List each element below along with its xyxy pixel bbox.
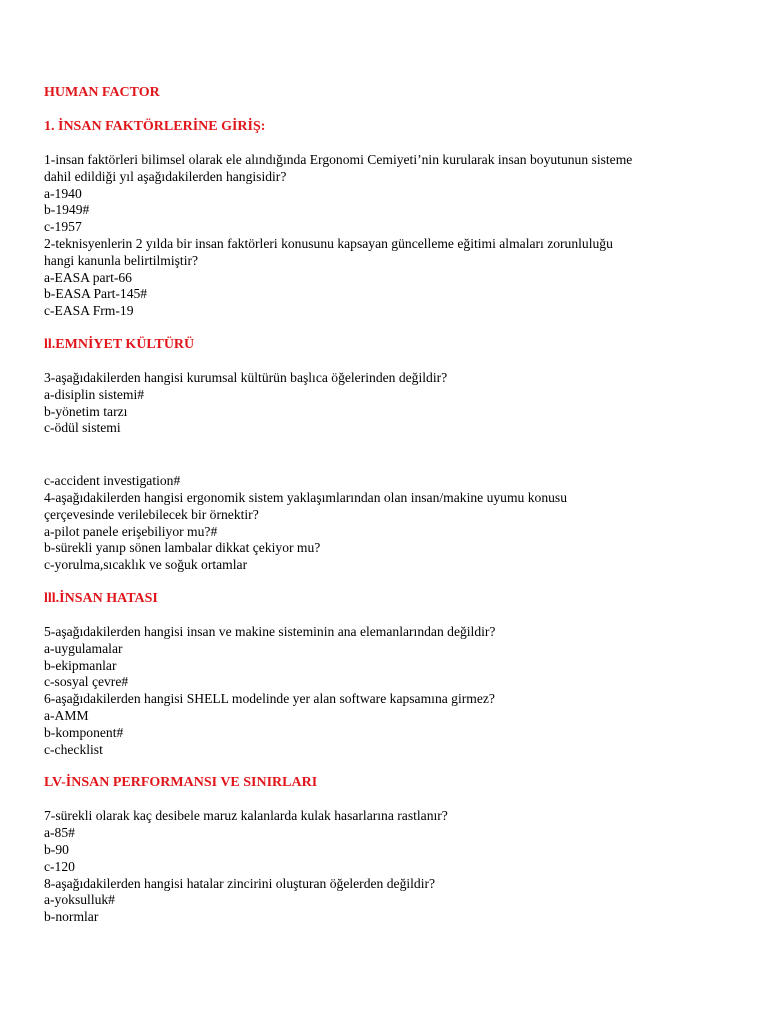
- question-1-line-2: dahil edildiği yıl aşağıdakilerden hangisidir?: [44, 168, 287, 184]
- answer-option: c-120: [44, 858, 75, 874]
- answer-option: a-yoksulluk#: [44, 892, 115, 908]
- answer-option: b-ekipmanlar: [44, 657, 117, 673]
- section-2-body: [44, 370, 724, 437]
- answer-option: a-1940: [44, 185, 82, 201]
- section-heading-3: lll.İNSAN HATASI: [44, 590, 158, 606]
- answer-option: c-1957: [44, 219, 82, 235]
- question-8-line: 8-aşağıdakilerden hangisi hatalar zincirini oluşturan öğelerden değildir?: [44, 875, 436, 891]
- section-3-body: [44, 624, 724, 758]
- section-heading-4: LV-İNSAN PERFORMANSI VE SINIRLARI: [44, 775, 318, 791]
- answer-option: a-85#: [44, 825, 75, 841]
- document-title: HUMAN FACTOR: [44, 85, 160, 100]
- section-heading-1: 1. İNSAN FAKTÖRLERİNE GİRİŞ:: [44, 119, 266, 134]
- section-heading-2: ll.EMNİYET KÜLTÜRÜ: [44, 336, 195, 352]
- question-1-line-1: 1-insan faktörleri bilimsel olarak ele alındığında Ergonomi Cemiyeti’nin kurularak insan boyutunun sisteme: [44, 152, 633, 167]
- answer-option: a-disiplin sistemi#: [44, 386, 145, 402]
- question-7-line: 7-sürekli olarak kaç desibele maruz kalanlarda kulak hasarlarına rastlanır?: [44, 808, 448, 824]
- question-2-line-2: hangi kanunla belirtilmiştir?: [44, 252, 199, 268]
- answer-option: b-1949#: [44, 202, 90, 218]
- question-6-line: 6-aşağıdakilerden hangisi SHELL modelinde yer alan software kapsamına girmez?: [44, 691, 495, 707]
- answer-option: a-uygulamalar: [44, 640, 123, 656]
- answer-option: c-ödül sistemi: [44, 420, 121, 436]
- question-4-line-2: çerçevesinde verilebilecek bir örnektir?: [44, 506, 259, 522]
- answer-option: b-yönetim tarzı: [44, 403, 128, 419]
- section-2-body-continued: [44, 473, 724, 574]
- answer-option: a-pilot panele erişebiliyor mu?#: [44, 523, 218, 539]
- answer-option: c-checklist: [44, 741, 103, 757]
- answer-option: b-komponent#: [44, 724, 124, 740]
- answer-option: a-EASA part-66: [44, 269, 132, 285]
- answer-option: c-yorulma,sıcaklık ve soğuk ortamlar: [44, 557, 248, 573]
- answer-option: c-EASA Frm-19: [44, 303, 134, 319]
- answer-option: b-normlar: [44, 909, 99, 925]
- answer-option: b-sürekli yanıp sönen lambalar dikkat çekiyor mu?: [44, 540, 321, 556]
- answer-option: b-90: [44, 841, 69, 857]
- section-4-body: [44, 808, 724, 926]
- question-3-line: 3-aşağıdakilerden hangisi kurumsal kültürün başlıca öğelerinden değildir?: [44, 369, 448, 385]
- answer-option: a-AMM: [44, 707, 89, 723]
- answer-option: c-accident investigation#: [44, 473, 181, 489]
- question-2-line-1: 2-teknisyenlerin 2 yılda bir insan faktörleri konusunu kapsayan güncelleme eğitimi almaları zorunluluğu: [44, 235, 613, 251]
- question-4-line-1: 4-aşağıdakilerden hangisi ergonomik sistem yaklaşımlarından olan insan/makine uyumu konusu: [44, 489, 568, 505]
- answer-option: b-EASA Part-145#: [44, 286, 148, 302]
- question-5-line: 5-aşağıdakilerden hangisi insan ve makine sisteminin ana elemanlarından değildir?: [44, 623, 496, 639]
- answer-option: c-sosyal çevre#: [44, 674, 129, 690]
- section-1-body: [44, 152, 724, 320]
